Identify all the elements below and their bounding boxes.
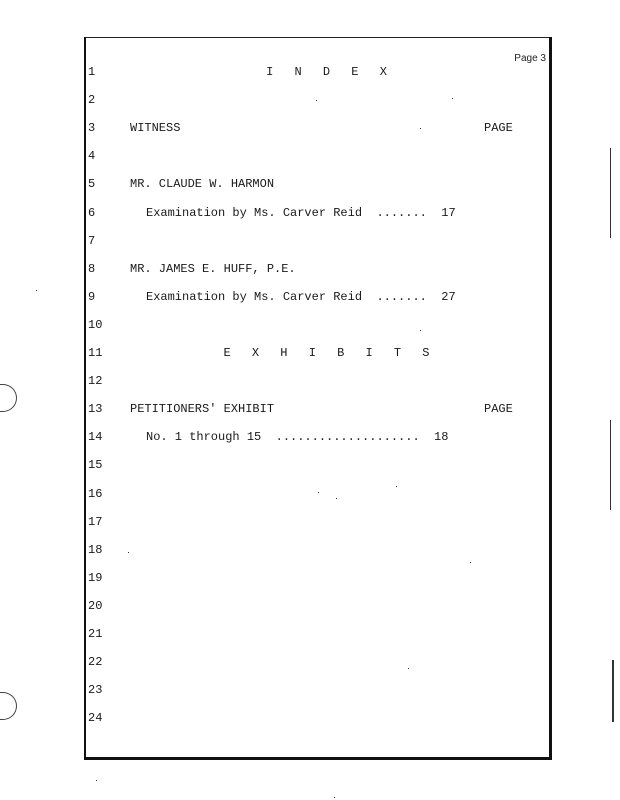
transcript-line [0, 711, 620, 727]
index-entry-heading: PETITIONERS' EXHIBIT [130, 402, 275, 417]
line-number: 13 [88, 402, 103, 417]
line-number: 23 [88, 683, 103, 698]
transcript-line [0, 262, 620, 278]
index-entry-detail: Examination by Ms. Carver Reid ....... 17 [146, 205, 456, 220]
scan-speck [420, 128, 421, 129]
transcript-line [0, 515, 620, 531]
transcript-line [0, 374, 620, 390]
line-number: 4 [88, 149, 96, 164]
line-number: 5 [88, 177, 96, 192]
index-entry-heading: MR. CLAUDE W. HARMON [130, 177, 275, 192]
index-entry-detail: Examination by Ms. Carver Reid ....... 27 [146, 289, 456, 304]
section-heading: I N D E X [266, 65, 394, 79]
scan-speck [96, 780, 97, 781]
line-number: 12 [88, 374, 103, 389]
index-entry-heading: WITNESS [130, 121, 181, 136]
transcript-line [0, 487, 620, 503]
transcript-line [0, 290, 620, 306]
line-number: 9 [88, 289, 96, 304]
scan-speck [36, 290, 37, 291]
scan-speck [408, 668, 409, 669]
line-number: 24 [88, 711, 103, 726]
transcript-line [0, 234, 620, 250]
transcript-line [0, 543, 620, 559]
line-number: 16 [88, 486, 103, 501]
line-number: 2 [88, 93, 96, 108]
line-number: 1 [88, 65, 96, 79]
transcript-line [0, 177, 620, 193]
transcript-line [0, 430, 620, 446]
scan-speck [396, 486, 397, 487]
transcript-line [0, 402, 620, 418]
line-number: 3 [88, 121, 96, 136]
transcript-line [0, 458, 620, 474]
line-number: 17 [88, 514, 103, 529]
page-column-heading: PAGE [484, 402, 513, 417]
transcript-line [0, 683, 620, 699]
line-number: 8 [88, 261, 96, 276]
scan-speck [420, 330, 421, 331]
transcript-line [0, 599, 620, 615]
transcript-line [0, 318, 620, 334]
transcript-page-border [84, 37, 550, 759]
scan-speck [128, 552, 129, 553]
right-margin-rule [549, 37, 552, 759]
line-number: 15 [88, 458, 103, 473]
transcript-line [0, 627, 620, 643]
transcript-line [0, 121, 620, 137]
transcript-line [0, 655, 620, 671]
scan-speck [452, 98, 453, 99]
scan-speck [334, 797, 335, 798]
transcript-line [0, 65, 620, 81]
transcript-line [0, 571, 620, 587]
line-number: 21 [88, 627, 103, 641]
transcript-line [0, 149, 620, 165]
scan-speck [470, 562, 471, 563]
line-number: 10 [88, 317, 103, 332]
page-number-label: Page 3 [514, 53, 546, 64]
scan-speck [336, 498, 337, 499]
transcript-line [0, 346, 620, 362]
line-number: 14 [88, 430, 103, 445]
transcript-line [0, 206, 620, 222]
index-entry-heading: MR. JAMES E. HUFF, P.E. [130, 261, 296, 276]
line-number: 11 [88, 346, 103, 360]
line-number: 19 [88, 570, 103, 585]
left-margin-rule [84, 37, 86, 759]
scan-speck [318, 492, 319, 493]
line-number: 18 [88, 542, 103, 557]
page-column-heading: PAGE [484, 121, 513, 136]
bottom-margin-rule [84, 757, 552, 760]
line-number: 7 [88, 233, 96, 248]
line-number: 6 [88, 205, 96, 220]
transcript-line [0, 93, 620, 109]
index-entry-detail: No. 1 through 15 .................... 18 [146, 430, 449, 445]
section-heading: E X H I B I T S [223, 346, 437, 360]
scan-speck [316, 100, 317, 101]
line-number: 20 [88, 598, 103, 613]
line-number: 22 [88, 655, 103, 670]
